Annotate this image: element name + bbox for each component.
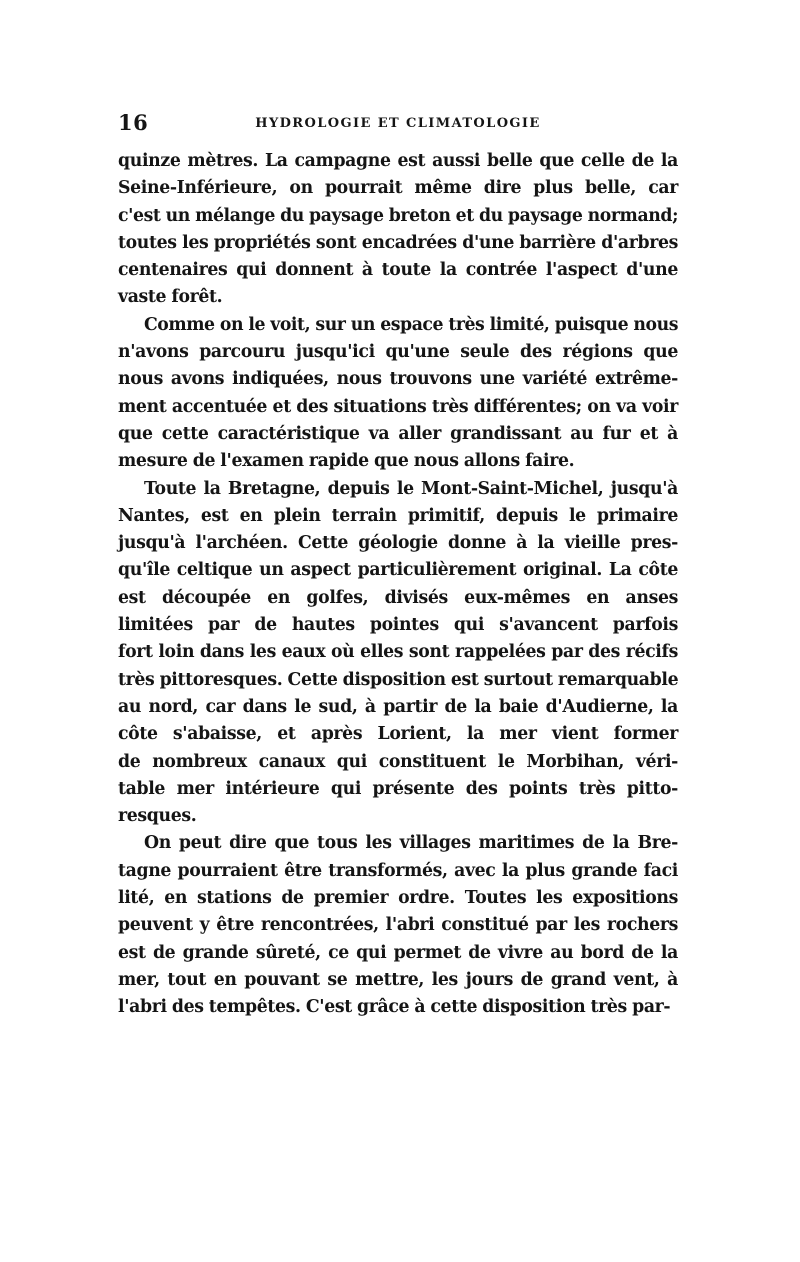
text-line: table mer intérieure qui présente des points très pitto- (118, 778, 678, 799)
text-line: au nord, car dans le sud, à partir de la baie d'Audierne, la (118, 696, 678, 717)
text-line: Comme on le voit, sur un espace très limité, puisque nous (144, 314, 678, 335)
text-line: mesure de l'examen rapide que nous allons faire. (118, 451, 575, 472)
text-line: de nombreux canaux qui constituent le Morbihan, véri- (118, 751, 678, 772)
text-line: fort loin dans les eaux où elles sont rappelées par des récifs (118, 642, 678, 663)
text-line: nous avons indiquées, nous trouvons une variété extrême- (118, 369, 678, 390)
text-line: que cette caractéristique va aller grandissant au fur et à (118, 423, 678, 444)
text-line: quinze mètres. La campagne est aussi belle que celle de la (118, 151, 678, 171)
text-line: Nantes, est en plein terrain primitif, depuis le primaire (118, 505, 678, 526)
text-line: peuvent y être rencontrées, l'abri constitué par les rochers (118, 915, 678, 936)
running-title: HYDROLOGIE ET CLIMATOLOGIE (255, 116, 541, 131)
text-line: centenaires qui donnent à toute la contrée l'aspect d'une (118, 260, 678, 281)
text-line: très pittoresques. Cette disposition est surtout remarquable (118, 669, 679, 690)
page-number: 16 (118, 110, 149, 135)
text-line: jusqu'à l'archéen. Cette géologie donne à la vieille pres- (118, 533, 678, 554)
text-line: limitées par de hautes pointes qui s'avancent parfois (118, 615, 678, 636)
paragraph (118, 476, 678, 831)
text-line: resques. (118, 806, 197, 827)
page-header (118, 110, 678, 140)
text-line: vaste forêt. (118, 287, 223, 308)
text-line: côte s'abaisse, et après Lorient, la mer vient former (118, 724, 678, 745)
body-text (118, 148, 678, 1022)
paragraph (118, 830, 678, 1021)
text-line: l'abri des tempêtes. C'est grâce à cette disposition très par- (118, 997, 671, 1018)
text-line: toutes les propriétés sont encadrées d'une barrière d'arbres (118, 232, 678, 253)
text-line: est découpée en golfes, divisés eux-mêmes en anses (118, 587, 678, 608)
text-line: On peut dire que tous les villages maritimes de la Bre- (144, 833, 678, 854)
text-line: est de grande sûreté, ce qui permet de vivre au bord de la (118, 942, 678, 963)
text-line: Toute la Bretagne, depuis le Mont-Saint-Michel, jusqu'à (144, 478, 678, 499)
text-line: qu'île celtique un aspect particulièrement original. La côte (118, 560, 678, 581)
text-line: ment accentuée et des situations très différentes; on va voir (118, 396, 678, 417)
text-line: Seine-Inférieure, on pourrait même dire plus belle, car (118, 178, 678, 199)
text-line: c'est un mélange du paysage breton et du paysage normand; (118, 205, 679, 226)
paragraph (118, 148, 678, 312)
text-line: mer, tout en pouvant se mettre, les jours de grand vent, à (118, 969, 678, 990)
text-line: lité, en stations de premier ordre. Toutes les expositions (118, 888, 678, 909)
text-line: tagne pourraient être transformés, avec la plus grande faci (118, 860, 678, 881)
paragraph (118, 312, 678, 476)
text-line: n'avons parcouru jusqu'ici qu'une seule des régions que (118, 342, 678, 363)
